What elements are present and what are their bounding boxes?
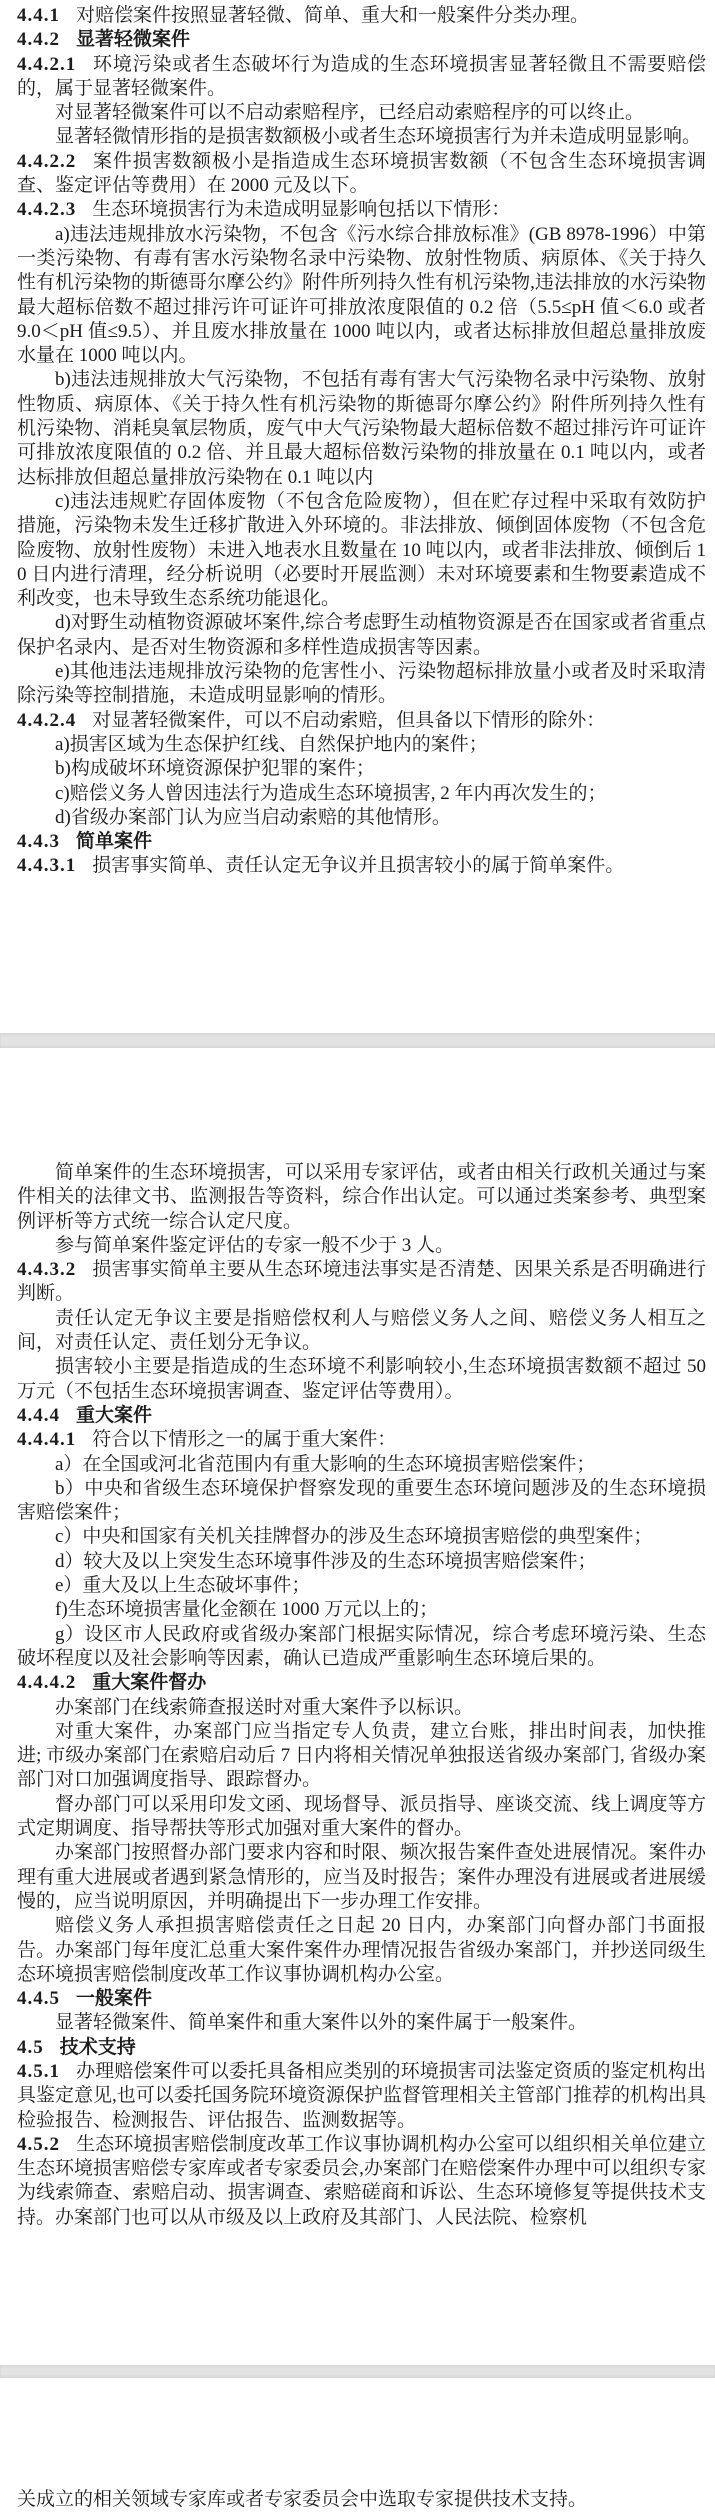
paragraph-text: c)违法违规贮存固体废物（不包含危险废物），但在贮存过程中采取有效防护措施，污染物未发生迁移扩散进入外环境的。非法排放、倾倒固体废物（不包含危险废物、放射性废物）未进入地表水且数量在 10 吨以内，或者非法排放、倾倒后 10 日内进行清理，经分析说明（必要时开展监测）未对环境要素和生物要素造成不利改变，也未导致生态系统功能退化。 [17, 490, 706, 610]
clause-number: 4.4.1 [17, 5, 60, 26]
body-paragraph [17, 1841, 706, 1914]
list-item-a [17, 223, 706, 369]
body-paragraph [17, 101, 706, 125]
clause-text: 损害事实简单主要从生态环境违法事实是否清楚、因果关系是否明确进行判断。 [17, 1259, 706, 1305]
list-item-e [17, 1574, 706, 1598]
body-paragraph [17, 125, 706, 149]
list-item-a [17, 1453, 706, 1477]
heading-number: 4.4.3 [17, 831, 60, 853]
heading-title: 重大案件督办 [92, 1672, 207, 1694]
heading-title: 一般案件 [76, 1988, 153, 2010]
heading-4-4-5 [17, 1987, 706, 2011]
list-item-b [17, 1477, 706, 1526]
heading-title: 简单案件 [76, 831, 153, 853]
list-item-b [17, 368, 706, 489]
clause-text: 损害事实简单、责任认定无争议并且损害较小的属于简单案件。 [92, 855, 625, 877]
paragraph-text: b)违法违规排放大气污染物，不包括有毒有害大气污染物名录中污染物、放射性物质、病原体、《关于持久性有机污染物的斯德哥尔摩公约》附件所列持久性有机污染物、消耗臭氧层物质，废气中大气污染物最大超标倍数不超过排污许可证许可排放浓度限值的 0.2 倍、并且最大超标倍数污染物的排放量在 0.1 吨以内，或者达标排放但超总量排放污染物在 0.1 吨以内 [17, 369, 706, 488]
body-paragraph [17, 1355, 706, 1404]
paragraph-text: a)损害区域为生态保护红线、自然保护地内的案件； [55, 733, 488, 755]
clause-4-4-2-1 [17, 53, 706, 102]
clause-number: 4.5.1 [17, 2060, 60, 2082]
paragraph-text: b）中央和省级生态环境保护督察发现的重要生态环境问题涉及的生态环境损害赔偿案件； [17, 1477, 706, 1524]
list-item-c [17, 782, 706, 806]
body-paragraph [17, 1161, 706, 1234]
paragraph-text: 关成立的相关领域专家库或者专家委员会中选取专家提供技术支持。 [17, 2489, 588, 2510]
paragraph-text: c)赔偿义务人曾因违法行为造成生态环境损害, 2 年内再次发生的； [55, 782, 607, 804]
body-paragraph [17, 2488, 706, 2512]
clause-text: 环境污染或者生态破坏行为造成的生态环境损害显著轻微且不需要赔偿的，属于显著轻微案件。 [17, 53, 706, 99]
heading-4-4-2 [17, 28, 706, 52]
paragraph-text: e)其他违法违规排放污染物的危害性小、污染物超标排放量小或者及时采取清除污染等控制措施，未造成明显影响的情形。 [17, 661, 706, 707]
heading-number: 4.4.2 [17, 29, 60, 51]
clause-number: 4.5.2 [17, 2133, 60, 2155]
heading-4-5 [17, 2036, 706, 2060]
paragraph-text: g）设区市人民政府或省级办案部门根据实际情况，综合考虑环境污染、生态破坏程度以及社会影响等因素，确认已造成严重影响生态环境后果的。 [17, 1623, 706, 1669]
list-item-d [17, 611, 706, 660]
body-paragraph [17, 2011, 706, 2035]
clause-number: 4.4.2.3 [17, 199, 77, 221]
paragraph-text: 办案部门按照督办部门要求内容和时限、频次报告案件查处进展情况。案件办理有重大进展或者遇到紧急情形的，应当及时报告；案件办理没有进展或者进展缓慢的，应当说明原因，并明确提出下一步办理工作安排。 [17, 1842, 706, 1912]
body-paragraph [17, 1307, 706, 1356]
clause-number: 4.4.2.4 [17, 709, 77, 731]
list-item-c [17, 1525, 706, 1549]
heading-4-4-3 [17, 830, 706, 854]
clause-4-4-2-3 [17, 198, 706, 222]
body-paragraph [17, 1914, 706, 1987]
clause-text: 符合以下情形之一的属于重大案件： [92, 1429, 397, 1451]
paragraph-text: a）在全国或河北省范围内有重大影响的生态环境损害赔偿案件； [55, 1453, 596, 1475]
paragraph-text: d)对野生动植物资源破坏案件,综合考虑野生动植物资源是否在国家或者省重点保护名录内、是否对生物资源和多样性造成损害等因素。 [17, 612, 706, 658]
clause-number: 4.4.3.2 [17, 1259, 77, 1281]
page-1 [0, 0, 715, 1033]
clause-text: 办理赔偿案件可以委托具备相应类别的环境损害司法鉴定资质的鉴定机构出具鉴定意见,也可以委托国务院环境资源保护监督管理相关主管部门推荐的机构出具检验报告、检测报告、评估报告、监测数据等。 [17, 2060, 706, 2131]
body-paragraph [17, 1720, 706, 1793]
body-paragraph [17, 1234, 706, 1258]
heading-number: 4.4.5 [17, 1988, 60, 2010]
paragraph-text: 办案部门在线索筛查报送时对重大案件予以标识。 [55, 1696, 474, 1718]
clause-4-4-3-2 [17, 1258, 706, 1307]
paragraph-text: f)生态环境损害量化金额在 1000 万元以上的； [55, 1599, 439, 1621]
page-separator [0, 2365, 715, 2378]
list-item-a [17, 733, 706, 757]
heading-4-4-4 [17, 1404, 706, 1428]
paragraph-text: c）中央和国家有关机关挂牌督办的涉及生态环境损害赔偿的典型案件； [55, 1526, 653, 1548]
paragraph-text: 参与简单案件鉴定评估的专家一般不少于 3 人。 [55, 1234, 455, 1256]
paragraph-text: 赔偿义务人承担损害赔偿责任之日起 20 日内，办案部门向督办部门书面报告。办案部门每年度汇总重大案件案件办理情况报告省级办案部门，并抄送同级生态环境损害赔偿制度改革工作议事协调机构办公室。 [17, 1915, 706, 1985]
clause-4-4-2-4 [17, 709, 706, 733]
paragraph-text: e）重大及以上生态破坏事件； [55, 1575, 311, 1597]
heading-number: 4.4.4 [17, 1404, 60, 1426]
clause-number: 4.4.2.1 [17, 53, 77, 75]
clause-number: 4.4.3.1 [17, 855, 77, 877]
paragraph-text: d)省级办案部门认为应当启动索赔的其他情形。 [55, 806, 451, 828]
paragraph-text: 督办部门可以采用印发文函、现场督导、派员指导、座谈交流、线上调度等方式定期调度、指导帮扶等形式加强对重大案件的督办。 [17, 1793, 706, 1840]
body-paragraph [17, 1793, 706, 1842]
clause-text: 对显著轻微案件，可以不启动索赔，但具备以下情形的除外： [92, 709, 606, 731]
paragraph-text: 对重大案件，办案部门应当指定专人负责，建立台账，排出时间表，加快推进; 市级办案部门在索赔启动后 7 日内将相关情况单独报送省级办案部门, 省级办案部门对口加强调度指导、跟踪督办。 [17, 1720, 706, 1791]
body-paragraph [17, 1696, 706, 1720]
paragraph-text: 损害较小主要是指造成的生态环境不利影响较小,生态环境损害数额不超过 50 万元（不包括生态环境损害调查、鉴定评估等费用）。 [17, 1356, 706, 1402]
page-2 [0, 1048, 715, 2365]
heading-number: 4.4.4.2 [17, 1672, 77, 1694]
clause-text: 对赔偿案件按照显著轻微、简单、重大和一般案件分类办理。 [76, 5, 590, 26]
clause-text: 案件损害数额极小是指造成生态环境损害数额（不包含生态环境损害调查、鉴定评估等费用）在 2000 元及以下。 [17, 150, 706, 197]
clause-4-4-4-1 [17, 1428, 706, 1452]
clause-4-4-2-2 [17, 150, 706, 199]
paragraph-text: d）较大及以上突发生态环境事件涉及的生态环境损害赔偿案件； [55, 1550, 597, 1572]
paragraph-text: a)违法违规排放水污染物，不包含《污水综合排放标准》(GB 8978-1996）中第一类污染物、有毒有害水污染物名录中污染物、放射性物质、病原体、《关于持久性有机污染物的斯德哥尔摩公约》附件所列持久性有机污染物,违法排放的水污染物最大超标倍数不超过排污许可证许可排放浓度限值的 0.2 倍（5.5≤pH 值＜6.0 或者 9.0＜pH 值≤9.5）、并且废水排放量在 1000 吨以内，或者达标排放但超总量排放废水量在 1000 吨以内。 [17, 223, 706, 367]
list-item-c [17, 490, 706, 611]
clause-4-5-2 [17, 2133, 706, 2230]
clause-4-4-1 [17, 4, 706, 28]
paragraph-text: 对显著轻微案件可以不启动索赔程序，已经启动索赔程序的可以终止。 [55, 102, 645, 124]
heading-number: 4.5 [17, 2036, 44, 2058]
list-item-d [17, 1550, 706, 1574]
clause-number: 4.4.2.2 [17, 150, 77, 172]
page-3 [0, 2378, 715, 2518]
list-item-f [17, 1598, 706, 1622]
heading-title: 技术支持 [59, 2036, 136, 2058]
list-item-e [17, 660, 706, 709]
paragraph-text: b)构成破坏环境资源保护犯罪的案件； [55, 758, 375, 780]
paragraph-text: 简单案件的生态环境损害，可以采用专家评估，或者由相关行政机关通过与案件相关的法律文书、监测报告等资料，综合作出认定。可以通过类案参考、典型案例评析等方式统一综合认定尺度。 [17, 1162, 706, 1232]
list-item-d [17, 806, 706, 830]
clause-4-5-1 [17, 2060, 706, 2133]
heading-title: 重大案件 [76, 1404, 153, 1426]
clause-4-4-3-1 [17, 854, 706, 878]
page-separator [0, 1033, 715, 1048]
clause-text: 生态环境损害行为未造成明显影响包括以下情形： [92, 199, 511, 221]
list-item-g [17, 1623, 706, 1672]
clause-text: 生态环境损害赔偿制度改革工作议事协调机构办公室可以组织相关单位建立生态环境损害赔偿专家库或者专家委员会,办案部门在赔偿案件办理中可以组织专家为线索筛查、索赔启动、损害调查、索赔磋商和诉讼、生态环境修复等提供技术支持。办案部门也可以从市级及以上政府及其部门、人民法院、检察机 [17, 2133, 706, 2228]
list-item-b [17, 757, 706, 781]
paragraph-text: 责任认定无争议主要是指赔偿权利人与赔偿义务人之间、赔偿义务人相互之间，对责任认定、责任划分无争议。 [17, 1307, 706, 1354]
paragraph-text: 显著轻微案件、简单案件和重大案件以外的案件属于一般案件。 [55, 2012, 588, 2034]
heading-4-4-4-2 [17, 1671, 706, 1695]
clause-number: 4.4.4.1 [17, 1429, 77, 1451]
heading-title: 显著轻微案件 [76, 29, 191, 51]
paragraph-text: 显著轻微情形指的是损害数额极小或者生态环境损害行为并未造成明显影响。 [55, 126, 702, 148]
